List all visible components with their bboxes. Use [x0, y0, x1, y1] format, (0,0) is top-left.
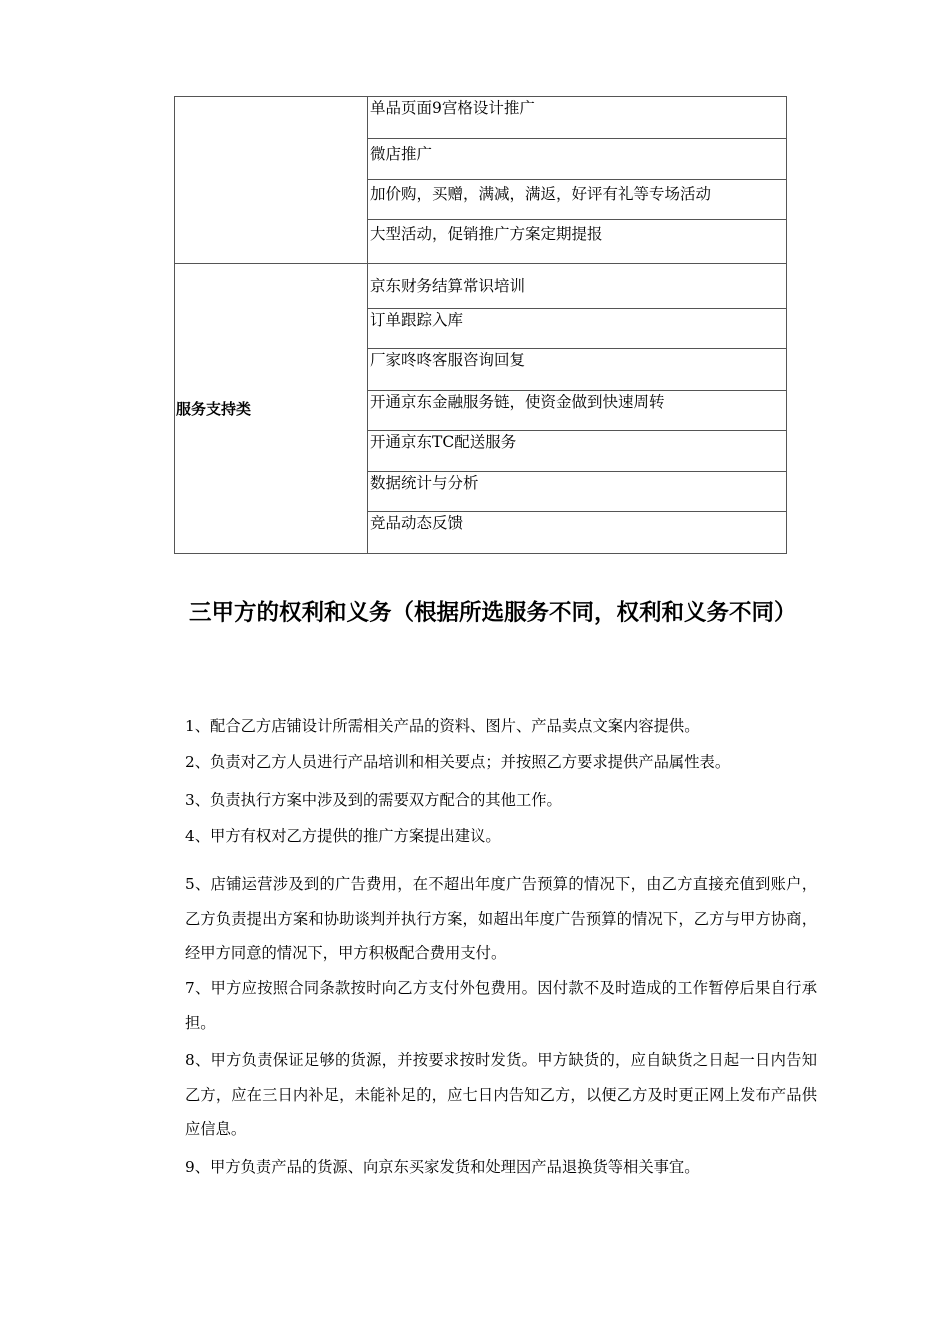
list-item: 2、负责对乙方人员进行产品培训和相关要点；并按照乙方要求提供产品属性表。: [185, 753, 731, 771]
table-row: [175, 97, 787, 139]
list-item: 9、甲方负责产品的货源、向京东买家发货和处理因产品退换货等相关事宜。: [185, 1158, 700, 1176]
service-item: 开通京东TC配送服务: [368, 431, 787, 472]
service-item: 单品页面9宫格设计推广: [368, 97, 787, 139]
list-item: 7、甲方应按照合同条款按时向乙方支付外包费用。因付款不及时造成的工作暂停后果自行承担。: [185, 979, 817, 1032]
category-cell: 服务支持类: [175, 264, 368, 554]
list-item: 8、甲方负责保证足够的货源，并按要求按时发货。甲方缺货的，应自缺货之日起一日内告知乙方，应在三日内补足，未能补足的，应七日内告知乙方，以便乙方及时更正网上发布产品供应信息。: [185, 1051, 817, 1138]
category-cell: [175, 97, 368, 264]
service-item: 开通京东金融服务链，使资金做到快速周转: [368, 391, 787, 431]
service-item: 加价购，买赠，满减，满返，好评有礼等专场活动: [368, 180, 787, 220]
service-item: 大型活动，促销推广方案定期提报: [368, 220, 787, 264]
service-item: 京东财务结算常识培训: [368, 264, 787, 309]
service-item: 数据统计与分析: [368, 472, 787, 512]
list-item: 5、店铺运营涉及到的广告费用，在不超出年度广告预算的情况下，由乙方直接充值到账户，乙方负责提出方案和协助谈判并执行方案，如超出年度广告预算的情况下，乙方与甲方协商，经甲方同意的情况下，甲方积极配合费用支付。: [185, 875, 817, 962]
list-item: 3、负责执行方案中涉及到的需要双方配合的其他工作。: [185, 791, 562, 809]
list-item: 1、配合乙方店铺设计所需相关产品的资料、图片、产品卖点文案内容提供。: [185, 717, 700, 735]
table-row: [175, 264, 787, 309]
service-table: [174, 96, 787, 554]
service-item: 微店推广: [368, 139, 787, 180]
service-item: 订单跟踪入库: [368, 309, 787, 349]
section-heading: 三甲方的权利和义务（根据所选服务不同，权利和义务不同）: [189, 600, 797, 626]
service-item: 厂家咚咚客服咨询回复: [368, 349, 787, 391]
list-item: 4、甲方有权对乙方提供的推广方案提出建议。: [185, 827, 501, 845]
service-item: 竞品动态反馈: [368, 512, 787, 554]
